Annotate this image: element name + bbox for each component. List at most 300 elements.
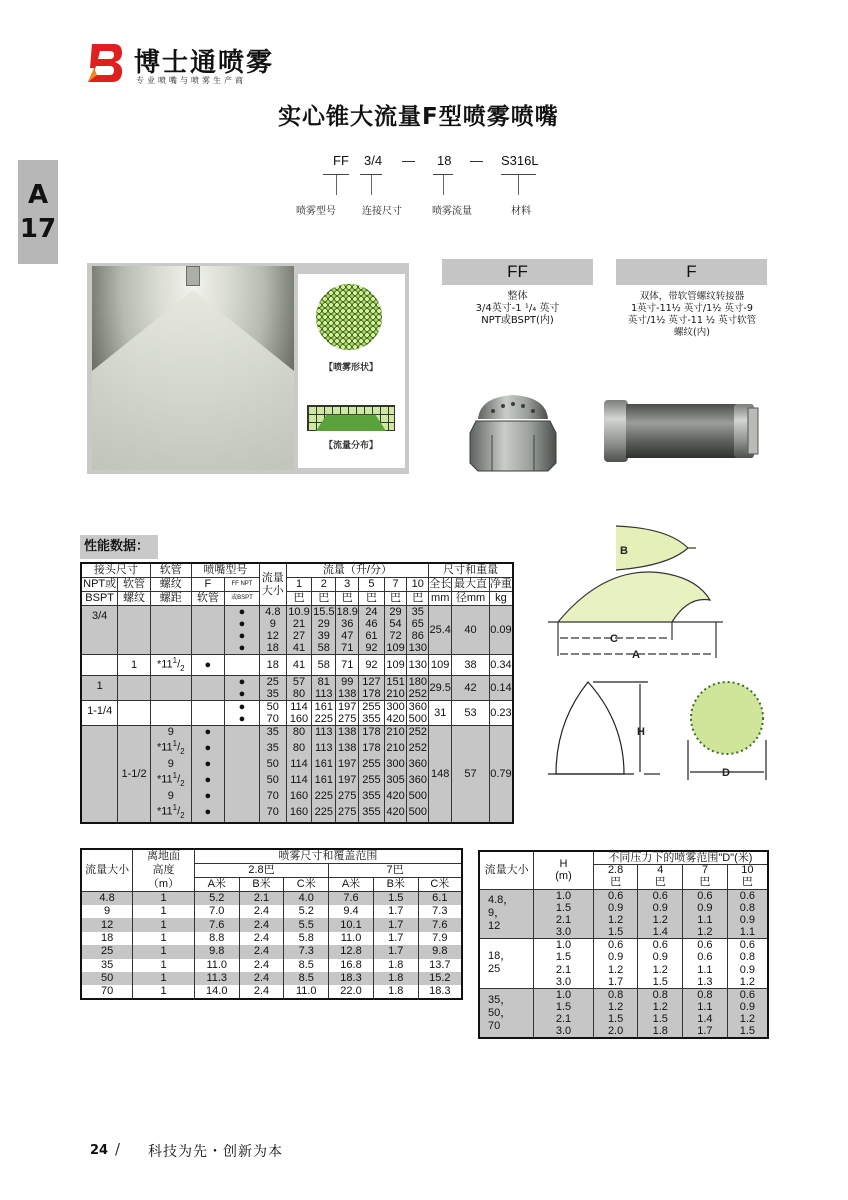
unit-bar: 巴: [727, 877, 768, 889]
cell-flow-size: 70: [259, 790, 286, 802]
cell-h: 1.0: [534, 889, 594, 902]
desc-line: 英寸/1½ 英寸-11 ½ 英寸软管: [627, 315, 757, 326]
col-max-dia: 最大直: [452, 578, 490, 592]
cell-weight: 0.14: [489, 676, 513, 701]
cell-flow: 29: [384, 606, 407, 619]
cell-hose-pitch: [150, 676, 191, 689]
cell-f-hose: [191, 642, 224, 655]
cell-hose-thread: [118, 701, 150, 726]
cell-hose-pitch: 9: [150, 790, 191, 802]
unit-bar: 巴: [593, 877, 638, 889]
cell-flow: 46: [359, 618, 385, 630]
cell-flow: 225: [312, 802, 336, 823]
cell-flow-size: 35: [81, 959, 133, 972]
cell-value: 2.4: [239, 959, 284, 972]
cell-value: 2.4: [239, 905, 284, 918]
col-flow-rate: 流量（升/分）: [286, 563, 429, 578]
cell-range: 0.9: [727, 963, 768, 975]
cell-h: 3.0: [534, 976, 594, 989]
cell-h: 3.0: [534, 926, 594, 939]
cell-range: 1.8: [638, 1025, 683, 1038]
cell-flow: 109: [384, 655, 407, 676]
cell-value: 16.8: [329, 959, 374, 972]
col-a: A米: [194, 878, 239, 892]
table-row: [81, 918, 462, 931]
table-row: [81, 606, 513, 619]
table-row: [81, 945, 462, 958]
cell-flow-size: 35: [259, 726, 286, 739]
col-height: 离地面: [133, 849, 195, 864]
cell-range: 0.9: [593, 951, 638, 963]
col-p7: 7: [384, 578, 407, 592]
table-row: [81, 676, 513, 689]
cell-flow-size: 70: [81, 985, 133, 999]
cell-value: 7.6: [329, 892, 374, 906]
cell-flow: 161: [312, 758, 336, 770]
col-f-hose-2: 软管: [191, 592, 224, 606]
page-number: 24: [90, 1143, 109, 1158]
col-b: B米: [373, 878, 418, 892]
unit-bar: 巴: [312, 592, 336, 606]
cell-f-hose: ●: [191, 802, 224, 823]
cell-h: 3.0: [534, 1025, 594, 1038]
cell-ff-npt: ●: [224, 713, 259, 726]
cell-range: 1.7: [593, 976, 638, 989]
col-p2: 2: [312, 578, 336, 592]
cell-hose-pitch: [150, 630, 191, 642]
spray-shape-icon: [316, 284, 382, 350]
cell-value: 9.8: [418, 945, 462, 958]
cell-f-hose: [191, 676, 224, 689]
cell-flow: 27: [286, 630, 312, 642]
cell-h: 1.5: [534, 902, 594, 914]
cell-flow: 114: [286, 701, 312, 714]
cell-range: 1.2: [727, 976, 768, 989]
cell-flow: 197: [336, 758, 359, 770]
cell-value: 11.3: [194, 972, 239, 985]
cell-value: 2.4: [239, 918, 284, 931]
table-row: [81, 985, 462, 999]
cell-range: 0.9: [683, 902, 728, 914]
cell-flow-size: 4.8， 9， 12: [479, 889, 534, 939]
cell-flow: 113: [312, 738, 336, 758]
cell-flow-size: 18: [259, 655, 286, 676]
cell-ff-npt: [224, 802, 259, 823]
cell-f-hose: ●: [191, 758, 224, 770]
performance-table: [80, 562, 514, 824]
cell-value: 1.5: [373, 892, 418, 906]
cell-value: 18.3: [329, 972, 374, 985]
col-p-4: 4: [638, 865, 683, 877]
cell-value: 11.0: [284, 985, 329, 999]
cell-max-dia: 53: [452, 701, 490, 726]
unit-mm: 径mm: [452, 592, 490, 606]
cell-ff-npt: ●: [224, 701, 259, 714]
brand-name: 博士通喷雾: [134, 48, 275, 78]
footer-slogan: 科技为先・创新为本: [148, 1144, 283, 1160]
cell-flow-size: 50: [259, 758, 286, 770]
cell-h: 2.1: [534, 1013, 594, 1025]
cell-weight: 0.34: [489, 655, 513, 676]
col-h: H (m): [534, 851, 594, 889]
cell-flow: 197: [336, 770, 359, 790]
col-ff-npt: FF NPT: [224, 578, 259, 592]
cell-range: 1.2: [593, 963, 638, 975]
desc-line: 双体，带软管螺纹转接器: [639, 291, 745, 302]
cell-flow: 80: [286, 738, 312, 758]
code-type: FF: [333, 153, 349, 168]
table-row: [81, 932, 462, 945]
cell-range: 0.9: [727, 1001, 768, 1013]
cell-flow-size: 25: [259, 676, 286, 689]
table-row: [81, 726, 513, 739]
cell-flow: 92: [359, 642, 385, 655]
unit-bar: 巴: [638, 877, 683, 889]
performance-rows: [81, 606, 513, 824]
nozzle-icon: [186, 266, 200, 286]
cell-flow: 255: [359, 770, 385, 790]
cell-flow: 54: [384, 618, 407, 630]
col-p5: 5: [359, 578, 385, 592]
cell-range: 0.8: [727, 951, 768, 963]
cell-flow-size: 35， 50， 70: [479, 988, 534, 1038]
cell-value: 13.7: [418, 959, 462, 972]
cell-flow: 81: [312, 676, 336, 689]
cell-range: 1.2: [593, 914, 638, 926]
cell-flow: 255: [359, 701, 385, 714]
cell-height: 1: [133, 892, 195, 906]
col-p3: 3: [336, 578, 359, 592]
cell-hose-pitch: [150, 713, 191, 726]
table-row: [81, 972, 462, 985]
cell-hose-pitch: 9: [150, 726, 191, 739]
type-header-f: F: [616, 259, 767, 285]
cell-range: 1.2: [638, 914, 683, 926]
cell-h: 2.1: [534, 963, 594, 975]
unit-bar: 巴: [384, 592, 407, 606]
cell-value: 7.0: [194, 905, 239, 918]
cell-flow: 360: [407, 770, 429, 790]
unit-bar: 巴: [407, 592, 429, 606]
footer-divider: /: [115, 1140, 121, 1158]
table-row: [81, 655, 513, 676]
cell-value: 1.8: [373, 959, 418, 972]
cell-flow: 138: [336, 738, 359, 758]
desc-line: 螺纹(内): [674, 327, 710, 338]
cell-flow: 500: [408, 713, 427, 726]
cell-flow-size: 50: [259, 770, 286, 790]
col-pressure-7: 7巴: [329, 864, 462, 878]
cell-flow-size: 4.8: [259, 606, 286, 619]
cell-flow: 72: [384, 630, 407, 642]
coverage-table: [80, 848, 463, 1000]
code-stem: [443, 175, 444, 195]
cell-value: 11.0: [329, 932, 374, 945]
cell-npt: [81, 726, 118, 823]
cell-value: 1.7: [373, 932, 418, 945]
cell-range: 1.5: [593, 926, 638, 939]
col-flow-size: 流量大小: [479, 851, 534, 889]
cell-value: 2.4: [239, 932, 284, 945]
cell-hose-pitch: $*11^1/_2$: [150, 738, 191, 758]
cell-flow: 138: [336, 726, 359, 739]
cell-value: 1.7: [373, 905, 418, 918]
cell-flow-size: 35: [259, 738, 286, 758]
cell-npt: [81, 655, 118, 676]
type-desc-f: [612, 291, 772, 339]
cell-flow: 80: [286, 688, 312, 701]
col-length: 全长: [429, 578, 452, 590]
cell-max-dia: 38: [452, 655, 490, 676]
cell-flow: 41: [286, 642, 312, 655]
cell-ff-npt: [224, 655, 259, 676]
col-connection-size: 接头尺寸: [81, 563, 150, 578]
table-row: [479, 988, 768, 1001]
cell-h: 1.5: [534, 951, 594, 963]
cell-flow: 130: [407, 655, 429, 676]
col-hose-pitch-3: 螺距: [150, 592, 191, 606]
cell-flow: 24: [359, 606, 385, 619]
cell-length: 25.4: [429, 606, 452, 655]
cell-value: 8.5: [284, 972, 329, 985]
cell-ff-npt: ●: [224, 606, 259, 619]
cell-flow: 225: [312, 713, 336, 726]
col-npt: NPT或: [81, 578, 118, 592]
cell-flow: 58: [312, 642, 336, 655]
unit-bar: 巴: [336, 592, 359, 606]
cell-flow: 420: [384, 802, 407, 823]
cell-flow: 15.5: [313, 606, 335, 618]
cell-flow-size: 70: [259, 713, 286, 726]
cell-value: 9.4: [329, 905, 374, 918]
cell-range: 1.2: [683, 926, 728, 939]
col-p1: 1: [286, 578, 312, 592]
cell-value: 1.7: [373, 945, 418, 958]
cell-range: 0.9: [638, 951, 683, 963]
cell-range: 0.8: [727, 902, 768, 914]
cell-flow: 114: [286, 770, 312, 790]
cell-flow: 109: [384, 642, 407, 655]
unit-mm: mm: [429, 592, 452, 606]
col-hose-thread: 软管: [118, 578, 150, 592]
cell-range: 1.7: [683, 1025, 728, 1038]
cell-value: 8.8: [194, 932, 239, 945]
cell-h: 1.5: [534, 1001, 594, 1013]
cell-flow: 420: [384, 713, 407, 726]
unit-bar: 巴: [286, 592, 312, 606]
diagram-label-a: A: [632, 649, 640, 661]
cell-flow: 39: [312, 630, 336, 642]
cell-flow: 255: [359, 758, 385, 770]
cell-flow: 180: [408, 676, 427, 689]
cell-value: 8.5: [284, 959, 329, 972]
code-sep-1: —: [402, 153, 415, 168]
cell-flow-size: 18， 25: [479, 939, 534, 989]
cell-length: 148: [429, 726, 452, 823]
cell-flow-size: 50: [81, 972, 133, 985]
cell-height: 1: [133, 918, 195, 931]
cell-weight: 0.23: [489, 701, 513, 726]
cell-value: 15.2: [418, 972, 462, 985]
cell-flow: 99: [336, 676, 359, 689]
cell-hose-thread: [118, 676, 150, 701]
cell-range: 1.2: [638, 963, 683, 975]
cell-value: 2.4: [239, 985, 284, 999]
cell-flow-size: 12: [259, 630, 286, 642]
cell-range: 0.6: [593, 889, 638, 902]
col-p-2-8: 2.8: [593, 865, 638, 877]
cell-range: 0.6: [638, 889, 683, 902]
table-row: [81, 905, 462, 918]
cell-range: 0.6: [683, 951, 728, 963]
page-title: 实心锥大流量F型喷雾喷嘴: [278, 104, 559, 130]
cell-value: 14.0: [194, 985, 239, 999]
cell-flow: 252: [408, 726, 427, 739]
col-f-hose: F: [191, 578, 224, 592]
cell-flow: 58: [312, 655, 336, 676]
section-number: 17: [19, 214, 57, 244]
cell-flow: 57: [286, 676, 312, 689]
cell-flow: 252: [407, 738, 429, 758]
cell-flow: 178: [359, 726, 385, 739]
cell-hose-thread: [118, 606, 150, 655]
cell-value: 5.8: [284, 932, 329, 945]
cell-flow: 161: [312, 770, 336, 790]
cell-hose-thread: 1: [118, 655, 150, 676]
cell-f-hose: ●: [191, 655, 224, 676]
cell-flow-size: 70: [259, 802, 286, 823]
cell-f-hose: [191, 630, 224, 642]
cell-flow: 29: [312, 618, 336, 630]
col-p-7: 7: [683, 865, 728, 877]
flow-distribution-curve: [316, 413, 386, 431]
col-height-2: 高度: [133, 864, 195, 878]
cell-flow-size: 9: [259, 618, 286, 630]
cell-range: 0.8: [683, 988, 728, 1001]
cell-height: 1: [133, 905, 195, 918]
cell-hose-pitch: $*11^1/_2$: [150, 770, 191, 790]
diagram-label-h: H: [637, 726, 645, 738]
cell-flow: 114: [286, 758, 312, 770]
col-weight: 净重: [489, 578, 512, 590]
code-stem: [518, 175, 519, 195]
cell-hose-pitch: [150, 618, 191, 630]
cell-f-hose: [191, 701, 224, 714]
code-label-type: 喷雾型号: [296, 206, 336, 217]
cell-length: 31: [429, 701, 452, 726]
cell-range: 1.1: [683, 1001, 728, 1013]
cell-flow: 65: [407, 618, 429, 630]
cell-range: 1.4: [683, 1013, 728, 1025]
cell-value: 1.7: [373, 918, 418, 931]
cell-f-hose: ●: [191, 738, 224, 758]
cell-value: 7.6: [418, 918, 462, 931]
desc-line: 3/4英寸-1 ¹/₄ 英寸: [475, 303, 560, 314]
cell-value: 7.3: [284, 945, 329, 958]
cell-flow: 113: [312, 688, 336, 701]
cell-hose-pitch: [150, 606, 191, 619]
cell-ff-npt: ●: [224, 676, 259, 689]
cell-value: 1.8: [373, 972, 418, 985]
cell-value: 9.8: [194, 945, 239, 958]
col-p10: 10: [407, 578, 429, 592]
code-label-flow: 喷雾流量: [432, 206, 472, 217]
col-hose-pitch: 软管: [150, 563, 191, 578]
cell-flow: 86: [407, 630, 429, 642]
cell-flow: 151: [384, 676, 407, 689]
cell-flow: 178: [359, 688, 385, 701]
cell-max-dia: 57: [452, 726, 490, 823]
cell-flow: 71: [336, 642, 359, 655]
cell-flow-size: 25: [81, 945, 133, 958]
cell-hose-thread: 1-1/2: [118, 726, 150, 823]
col-npt-2: BSPT: [81, 592, 118, 606]
cell-range: 0.9: [638, 902, 683, 914]
cell-range: 1.2: [638, 1001, 683, 1013]
cell-f-hose: ●: [191, 790, 224, 802]
cell-ff-npt: [224, 738, 259, 758]
cell-flow: 300: [384, 758, 407, 770]
cell-flow-size: 4.8: [81, 892, 133, 906]
cell-f-hose: [191, 713, 224, 726]
cell-flow: 130: [408, 642, 427, 655]
cell-flow: 355: [359, 802, 385, 823]
cell-range: 1.1: [727, 926, 768, 939]
cell-flow-size: 35: [259, 688, 286, 701]
table-row: [81, 959, 462, 972]
cell-flow: 92: [359, 655, 385, 676]
col-p-10: 10: [727, 865, 768, 877]
cell-flow: 360: [408, 701, 427, 714]
cell-range: 0.6: [727, 939, 768, 952]
cell-flow: 138: [336, 688, 359, 701]
cell-hose-pitch: 9: [150, 758, 191, 770]
cell-value: 7.6: [194, 918, 239, 931]
cell-ff-npt: ●: [224, 642, 259, 655]
code-size: 3/4: [364, 153, 383, 168]
cell-flow-size: 18: [81, 932, 133, 945]
col-nozzle-type: 喷嘴型号: [191, 563, 259, 578]
cell-length: 29.5: [429, 676, 452, 701]
col-a: A米: [329, 878, 374, 892]
cell-height: 1: [133, 945, 195, 958]
cell-flow: 18.9: [336, 606, 358, 618]
cell-range: 0.6: [683, 939, 728, 952]
cell-flow: 160: [286, 790, 312, 802]
spray-dimension-diagram: [548, 522, 778, 787]
cell-flow: 178: [359, 738, 385, 758]
cell-flow: 500: [407, 802, 429, 823]
cell-length: 109: [429, 655, 452, 676]
cell-value: 2.1: [239, 892, 284, 906]
spray-range-table: [478, 850, 769, 1039]
diagram-label-c: C: [610, 633, 618, 645]
col-hose-pitch-2: 螺纹: [150, 578, 191, 592]
col-flow-size: 流量 大小: [259, 563, 286, 606]
cell-npt: 1: [81, 676, 118, 701]
cell-height: 1: [133, 932, 195, 945]
cell-value: 22.0: [329, 985, 374, 999]
cell-range: 1.3: [683, 976, 728, 989]
cell-flow: 80: [286, 726, 312, 739]
cell-range: 0.6: [683, 889, 728, 902]
desc-line: NPT或BSPT(内): [481, 315, 554, 326]
cell-flow: 300: [384, 701, 407, 714]
cell-flow: 10.9: [286, 606, 312, 619]
cell-range: 1.1: [683, 963, 728, 975]
cell-flow: 127: [359, 676, 385, 689]
unit-kg: kg: [489, 592, 513, 606]
